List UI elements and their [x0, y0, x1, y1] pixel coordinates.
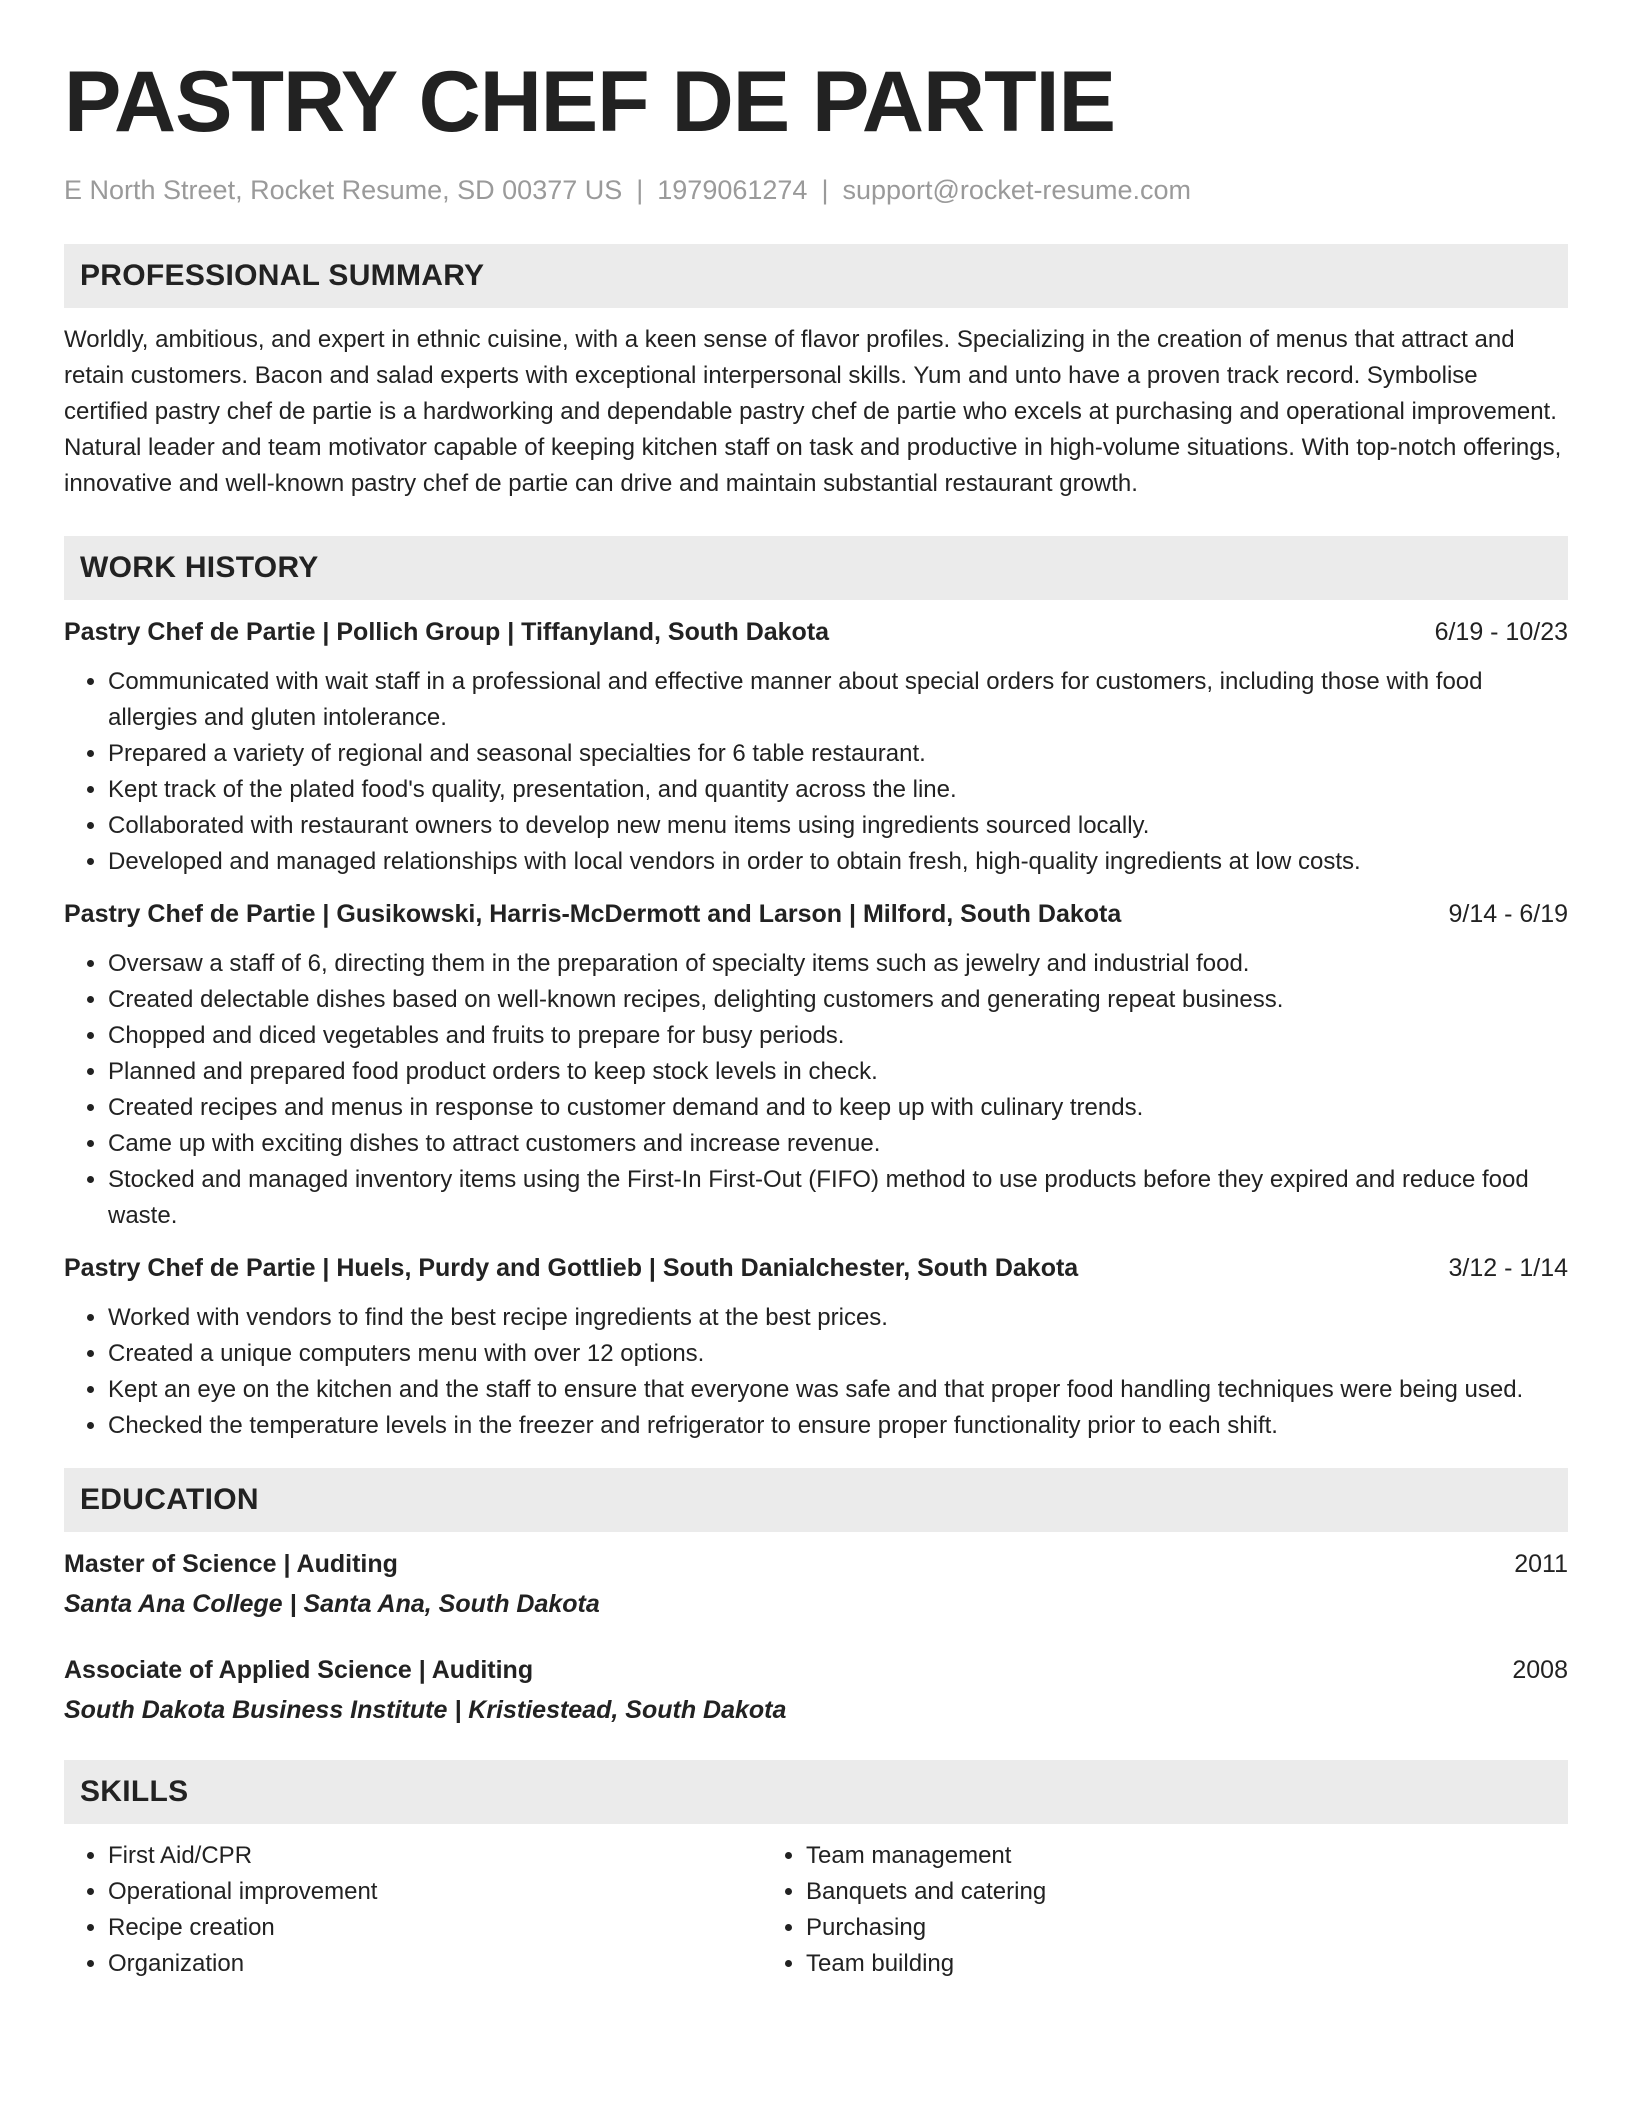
education-year: 2008 [1512, 1656, 1568, 1684]
contact-line [64, 172, 1568, 208]
contact-separator: | [821, 175, 829, 205]
skill-item: • Organization [108, 1946, 762, 1982]
skill-item: • Team management [806, 1838, 1460, 1874]
education-degree: Master of Science | Auditing [64, 1550, 398, 1578]
education-school: South Dakota Business Institute | Kristiestead, South Dakota [64, 1696, 787, 1724]
job-dates: 6/19 - 10/23 [1434, 618, 1568, 646]
job-entry [64, 614, 1568, 880]
education-entry [64, 1546, 1568, 1622]
job-entry [64, 896, 1568, 1234]
contact-separator: | [636, 175, 644, 205]
job-title: Pastry Chef de Partie | Huels, Purdy and Gottlieb | South Danialchester, South Dakota [64, 1254, 1079, 1282]
education-year: 2011 [1514, 1550, 1568, 1578]
list-item: • Oversaw a staff of 6, directing them in the preparation of specialty items such as jewelry and industrial food. [108, 946, 1568, 982]
job-entry [64, 1250, 1568, 1444]
list-item: • Planned and prepared food product orders to keep stock levels in check. [108, 1054, 1568, 1090]
list-item: • Checked the temperature levels in the freezer and refrigerator to ensure proper functionality prior to each shift. [108, 1408, 1568, 1444]
list-item: • Communicated with wait staff in a professional and effective manner about special orders for customers, including those with food allergies and gluten intolerance. [108, 664, 1568, 736]
skill-item: • Banquets and catering [806, 1874, 1460, 1910]
section-header-work-history: WORK HISTORY [64, 536, 1568, 600]
section-header-education: EDUCATION [64, 1468, 1568, 1532]
job-dates: 3/12 - 1/14 [1448, 1254, 1568, 1282]
list-item: • Collaborated with restaurant owners to develop new menu items using ingredients sourced locally. [108, 808, 1568, 844]
list-item: • Created recipes and menus in response to customer demand and to keep up with culinary trends. [108, 1090, 1568, 1126]
job-bullet-list [64, 946, 1568, 1234]
contact-email: support@rocket-resume.com [842, 175, 1191, 205]
education-heading-row [64, 1546, 1568, 1582]
list-item: • Came up with exciting dishes to attract customers and increase revenue. [108, 1126, 1568, 1162]
list-item: • Developed and managed relationships with local vendors in order to obtain fresh, high-quality ingredients at low costs. [108, 844, 1568, 880]
contact-phone: 1979061274 [657, 175, 808, 205]
education-entry [64, 1652, 1568, 1728]
list-item: • Created a unique computers menu with over 12 options. [108, 1336, 1568, 1372]
skill-item: • Team building [806, 1946, 1460, 1982]
education-degree: Associate of Applied Science | Auditing [64, 1656, 534, 1684]
skill-item: • First Aid/CPR [108, 1838, 762, 1874]
job-bullet-list [64, 664, 1568, 880]
list-item: • Stocked and managed inventory items using the First-In First-Out (FIFO) method to use products before they expired and reduce food waste. [108, 1162, 1568, 1234]
list-item: • Kept an eye on the kitchen and the staff to ensure that everyone was safe and that proper food handling techniques were being used. [108, 1372, 1568, 1408]
resume-page [64, 50, 1568, 1982]
skills-column-left [64, 1838, 762, 1982]
resume-name: PASTRY CHEF DE PARTIE [64, 54, 1115, 150]
section-header-summary: PROFESSIONAL SUMMARY [64, 244, 1568, 308]
job-heading-row [64, 614, 1568, 650]
summary-text: Worldly, ambitious, and expert in ethnic cuisine, with a keen sense of flavor profiles. Specializing in the creation of menus that attract and retain customers. Bacon and salad experts with exceptional interpersonal skills. Yum and unto have a proven track record. Symbolise certified pastry chef de partie is a hardworking and dependable pastry chef de partie who excels at purchasing and operational improvement. Natural leader and team motivator capable of keeping kitchen staff on task and productive in high-volume situations. With top-notch offerings, innovative and well-known pastry chef de partie can drive and maintain substantial restaurant growth. [64, 326, 1562, 497]
job-heading-row [64, 896, 1568, 932]
job-title: Pastry Chef de Partie | Pollich Group | Tiffanyland, South Dakota [64, 618, 830, 646]
section-header-skills: SKILLS [64, 1760, 1568, 1824]
list-item: • Created delectable dishes based on well-known recipes, delighting customers and generating repeat business. [108, 982, 1568, 1018]
skills-column-right [762, 1838, 1460, 1982]
contact-address: E North Street, Rocket Resume, SD 00377 US [64, 175, 623, 205]
skill-item: • Operational improvement [108, 1874, 762, 1910]
job-dates: 9/14 - 6/19 [1448, 900, 1568, 928]
job-title: Pastry Chef de Partie | Gusikowski, Harris-McDermott and Larson | Milford, South Dakota [64, 900, 1122, 928]
list-item: • Prepared a variety of regional and seasonal specialties for 6 table restaurant. [108, 736, 1568, 772]
skill-item: • Recipe creation [108, 1910, 762, 1946]
skills-list [64, 1838, 1568, 1982]
education-heading-row [64, 1652, 1568, 1688]
job-bullet-list [64, 1300, 1568, 1444]
list-item: • Kept track of the plated food's quality, presentation, and quantity across the line. [108, 772, 1568, 808]
education-school: Santa Ana College | Santa Ana, South Dakota [64, 1590, 600, 1618]
skill-item: • Purchasing [806, 1910, 1460, 1946]
list-item: • Worked with vendors to find the best recipe ingredients at the best prices. [108, 1300, 1568, 1336]
list-item: • Chopped and diced vegetables and fruits to prepare for busy periods. [108, 1018, 1568, 1054]
job-heading-row [64, 1250, 1568, 1286]
